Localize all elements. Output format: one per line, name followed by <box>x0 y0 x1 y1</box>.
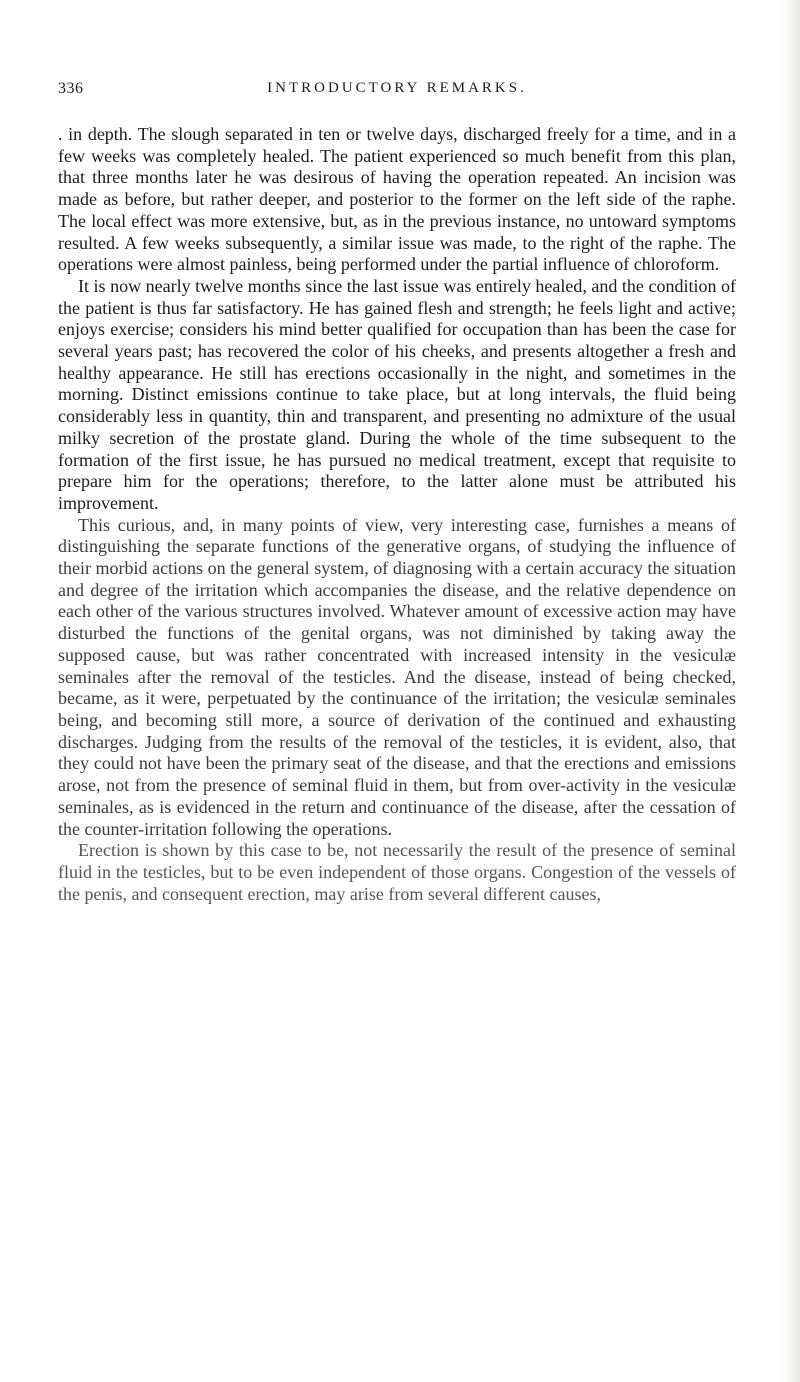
paragraph-2: It is now nearly twelve months since the last issue was entirely healed, and the condition of the patient is thus far satisfactory. He has gained flesh and strength; he feels light and active; enjoys exercise; considers his mind better qualified for occupation than has been the case for several years past; has recovered the color of his cheeks, and presents altogether a fresh and healthy appearance. He still has erections occasionally in the night, and sometimes in the morning. Distinct emissions continue to take place, but at long intervals, the fluid being considerably less in quantity, thin and transparent, and presenting no admixture of the usual milky secretion of the prostate gland. During the whole of the time subsequent to the formation of the first issue, he has pursued no medical treatment, except that requisite to prepare him for the operations; therefore, to the latter alone must be attributed his improvement. <box>58 275 736 513</box>
paragraph-3: This curious, and, in many points of view, very interesting case, furnishes a means of distinguishing the separate functions of the generative organs, of studying the influence of their morbid actions on the general system, of diagnosing with a certain accuracy the situation and degree of the irritation which accompanies the disease, and the relative dependence on each other of the various structures involved. Whatever amount of excessive action may have disturbed the functions of the genital organs, was not diminished by taking away the supposed cause, but was rather concentrated with increased intensity in the vesiculæ seminales after the removal of the testicles. And the disease, instead of being checked, became, as it were, perpetuated by the continuance of the irritation; the vesiculæ seminales being, and becoming still more, a source of derivation of the continued and exhausting discharges. Judging from the results of the removal of the testicles, it is evident, also, that they could not have been the primary seat of the disease, and that the erections and emissions arose, not from the presence of seminal fluid in them, but from over-activity in the vesiculæ seminales, as is evidenced in the return and continuance of the disease, after the cessation of the counter-irritation following the operations. <box>58 514 736 839</box>
paragraph-4: Erection is shown by this case to be, not necessarily the result of the presence of seminal fluid in the testicles, but to be even independent of those organs. Congestion of the vessels of the penis, and consequent erection, may arise from several different causes, <box>58 840 736 904</box>
page-number: 336 <box>58 80 84 97</box>
running-head: INTRODUCTORY REMARKS. <box>267 80 527 96</box>
body-text <box>58 124 736 905</box>
page-header <box>58 80 736 102</box>
paragraph-1: . in depth. The slough separated in ten or twelve days, discharged freely for a time, and in a few weeks was completely healed. The patient experienced so much benefit from this plan, that three months later he was desirous of having the operation repeated. An incision was made as before, but rather deeper, and posterior to the former on the left side of the raphe. The local effect was more extensive, but, as in the previous instance, no untoward symptoms resulted. A few weeks subsequently, a similar issue was made, to the right of the raphe. The operations were almost painless, being performed under the partial influence of chloroform. <box>58 124 736 275</box>
